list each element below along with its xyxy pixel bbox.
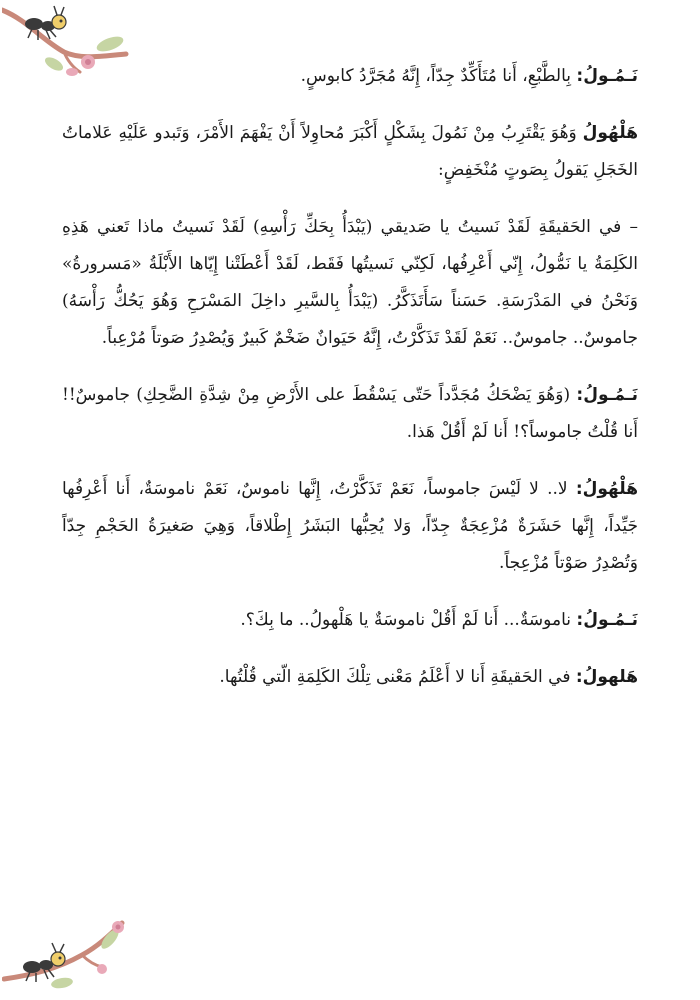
- dialogue-line-naml: [62, 602, 638, 639]
- dialogue-line-halhul-speech: [62, 209, 638, 357]
- dialogue-text: – في الحَقيقَةِ لَقَدْ نَسيتُ يا صَديقي (يَبْدَأُ بِحَكِّ رَأْسِهِ) لَقَدْ نَسيتُ ماذا تَعني هَذِهِ الكَلِمَةُ يا نَمُّولُ، إِنّي أَعْرِفُها، لَكِنّي نَسيتُها فَقَط، لَقَدْ أَعْطَتْنا إِيّاها الأَبْلَةُ «مَسرورةُ» وَنَحْنُ في المَدْرَسَةِ. حَسَناً سَأَتَذَكَّرُ. (يَبْدَأُ بِالسَّيرِ داخِلَ المَسْرَحِ وَهُوَ يَحُكُّ رَأْسَهُ) جاموسٌ.. جاموسٌ.. نَعَمْ لَقَدْ تَذَكَّرْتُ، إِنَّهُ حَيَوانٌ ضَخْمٌ كَبيرٌ وَيُصْدِرُ صَوتاً مُرْعِباً.: [62, 217, 638, 348]
- dialogue-text: لا.. لا لَيْسَ جاموساً، نَعَمْ تَذَكَّرْتُ، إِنَّها ناموسٌ، نَعَمْ ناموسَةٌ، أَنا أَعْرِفُها جَيِّداً، إِنَّها حَشَرَةٌ مُزْعِجَةٌ جِدّاً، وَلا يُحِبُّها البَشَرُ إِطْلاقاً، وَهِيَ صَغيرَةُ الحَجْمِ جِدّاً وَتُصْدِرُ صَوْتاً مُزْعِجاً.: [62, 479, 638, 573]
- speaker-name: هَلْهُولُ: [582, 123, 638, 143]
- dialogue-line-naml: [62, 377, 638, 451]
- dialogue-text: وَهُوَ يَقْتَرِبُ مِنْ نَمُولَ بِشَكْلٍ أَكْبَرَ مُحاوِلاً أَنْ يَفْهَمَ الأَمْرَ، وَتَبدو عَلَيْهِ عَلاماتُ الخَجَلِ يَقولُ بِصَوتٍ مُنْخَفِضٍ:: [62, 123, 638, 180]
- speaker-name: نَـمُـولُ:: [576, 66, 638, 86]
- narration-line-halhul: [62, 115, 638, 189]
- dialogue-text: ناموسَةٌ... أَنا لَمْ أَقُلْ ناموسَةٌ يا هَلْهولُ.. ما بِكَ؟.: [240, 610, 577, 630]
- speaker-name: نَـمُـولُ:: [576, 610, 638, 630]
- dialogue-line-naml: [62, 58, 638, 95]
- speaker-name: نَـمُـولُ:: [576, 385, 638, 405]
- speaker-name: هَلْهُولُ:: [575, 479, 638, 499]
- dialogue-text: بِالطَّبْعِ، أَنا مُتَأَكِّدٌ جِدّاً، إِنَّهُ مُجَرَّدُ كابوسٍ.: [300, 66, 577, 86]
- dialogue-line-halhul: [62, 659, 638, 696]
- dialogue-line-halhul: [62, 471, 638, 582]
- speaker-name: هَلهولُ:: [575, 667, 638, 687]
- story-page: [62, 58, 638, 716]
- ant-on-branch-icon: [2, 917, 127, 992]
- dialogue-text: (وَهُوَ يَضْحَكُ مُجَدَّداً حَتّى يَسْقُطَ على الأَرْضِ مِنْ شِدَّةِ الضَّحِكِ) جاموسٌ!! أَنا قُلْتُ جاموساً؟! أَنا لَمْ أَقُلْ هَذا.: [62, 385, 638, 442]
- dialogue-text: في الحَقيقَةِ أَنا لا أَعْلَمُ مَعْنى تِلْكَ الكَلِمَةِ الّتي قُلْتُها.: [219, 667, 576, 687]
